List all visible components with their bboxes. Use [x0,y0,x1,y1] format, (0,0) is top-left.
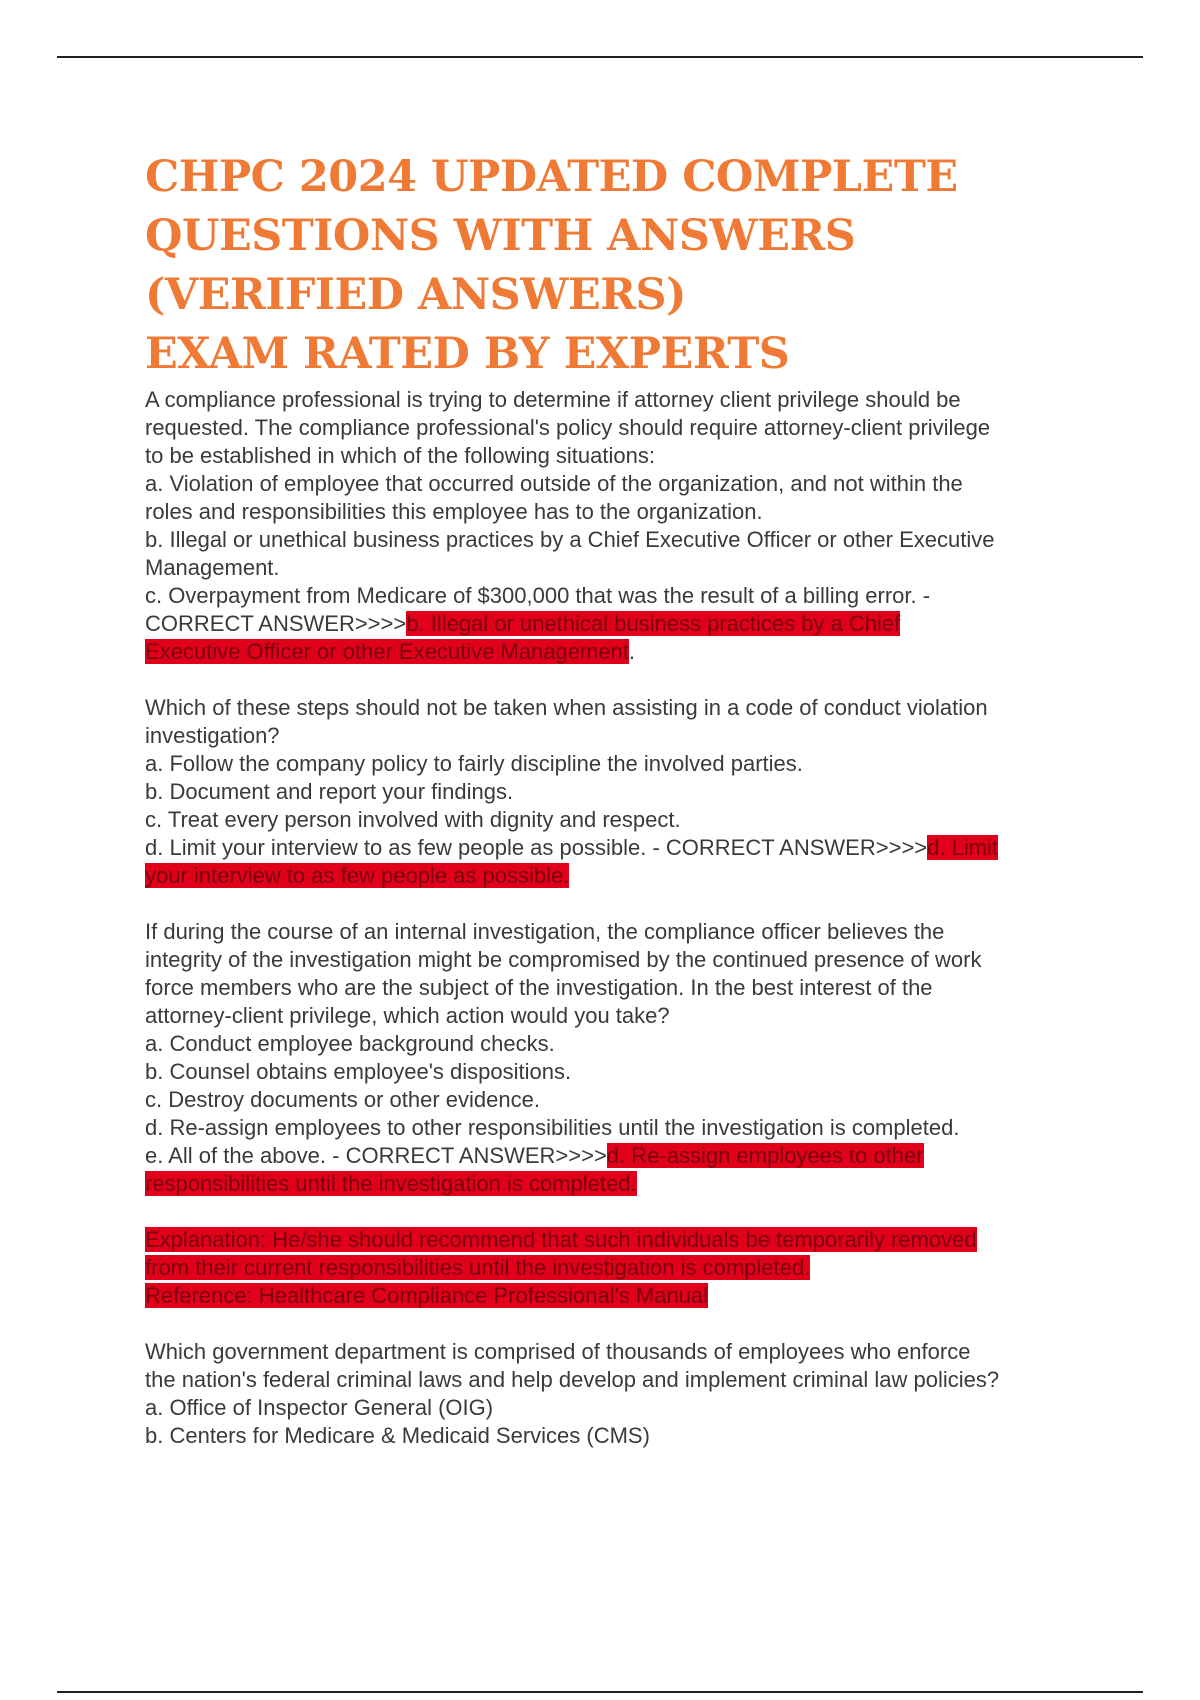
option-line: b. Counsel obtains employee's dispositions. [145,1059,572,1084]
title-line: (VERIFIED ANSWERS) [145,270,686,320]
option-line: roles and responsibilities this employee has to the organization. [145,499,763,524]
top-rule [57,56,1143,58]
title-line: EXAM RATED BY EXPERTS [145,329,790,379]
answer-prefix: CORRECT ANSWER>>>> [145,611,407,636]
question-line: to be established in which of the following situations: [145,443,655,468]
document-body [145,148,1095,1478]
question-2 [145,694,1095,890]
answer-prefix: d. Limit your interview to as few people as possible. - CORRECT ANSWER>>>> [145,835,928,860]
highlighted-answer: d. Limit [927,835,999,860]
answer-tail: . [628,639,635,664]
title-line: CHPC 2024 UPDATED COMPLETE [145,152,958,202]
question-line: the nation's federal criminal laws and help develop and implement criminal law policies? [145,1367,1000,1392]
highlighted-answer: your interview to as few people as possible. [145,863,570,888]
answer-line [145,834,1095,862]
question-line: requested. The compliance professional's policy should require attorney-client privilege [145,415,991,440]
question-line: integrity of the investigation might be compromised by the continued presence of work [145,947,982,972]
option-line: a. Violation of employee that occurred outside of the organization, and not within the [145,471,963,496]
question-line: Which of these steps should not be taken when assisting in a code of conduct violation [145,695,988,720]
option-line: b. Centers for Medicare & Medicaid Services (CMS) [145,1423,650,1448]
question-line: investigation? [145,723,280,748]
option-line: b. Illegal or unethical business practices by a Chief Executive Officer or other Executive [145,527,995,552]
highlighted-answer: b. Illegal or unethical business practices by a Chief [406,611,901,636]
highlighted-answer: responsibilities until the investigation is completed. [145,1171,637,1196]
question-1 [145,386,1095,666]
option-line: c. Destroy documents or other evidence. [145,1087,540,1112]
option-line: a. Office of Inspector General (OIG) [145,1395,494,1420]
option-line: a. Conduct employee background checks. [145,1031,555,1056]
question-line: A compliance professional is trying to determine if attorney client privilege should be [145,387,961,412]
answer-prefix: e. All of the above. - CORRECT ANSWER>>>> [145,1143,607,1168]
option-line: c. Overpayment from Medicare of $300,000 that was the result of a billing error. - [145,583,931,608]
answer-line [145,638,1095,666]
option-line: c. Treat every person involved with dignity and respect. [145,807,681,832]
question-line: If during the course of an internal investigation, the compliance officer believes the [145,919,945,944]
answer-line [145,1142,1095,1170]
question-4 [145,1338,1095,1450]
question-list [145,386,1095,1450]
document-title [145,148,1095,384]
title-line: QUESTIONS WITH ANSWERS [145,211,856,261]
question-line: attorney-client privilege, which action would you take? [145,1003,670,1028]
option-line: d. Re-assign employees to other responsibilities until the investigation is completed. [145,1115,960,1140]
answer-line [145,862,1095,890]
reference-text: Reference: Healthcare Compliance Professional's Manual [145,1283,709,1308]
explanation-text: Explanation: He/she should recommend that such individuals be temporarily removed [145,1227,977,1252]
highlighted-answer: d. Re-assign employees to other [606,1143,924,1168]
explanation [145,1226,1095,1310]
answer-line [145,610,1095,638]
answer-line [145,1170,1095,1198]
question-line: Which government department is comprised of thousands of employees who enforce [145,1339,971,1364]
option-line: b. Document and report your findings. [145,779,514,804]
option-line: a. Follow the company policy to fairly discipline the involved parties. [145,751,803,776]
option-line: Management. [145,555,280,580]
bottom-rule [57,1691,1143,1693]
explanation-text: from their current responsibilities until the investigation is completed. [145,1255,811,1280]
highlighted-answer: Executive Officer or other Executive Management [145,639,629,664]
question-3 [145,918,1095,1198]
question-line: force members who are the subject of the investigation. In the best interest of the [145,975,933,1000]
